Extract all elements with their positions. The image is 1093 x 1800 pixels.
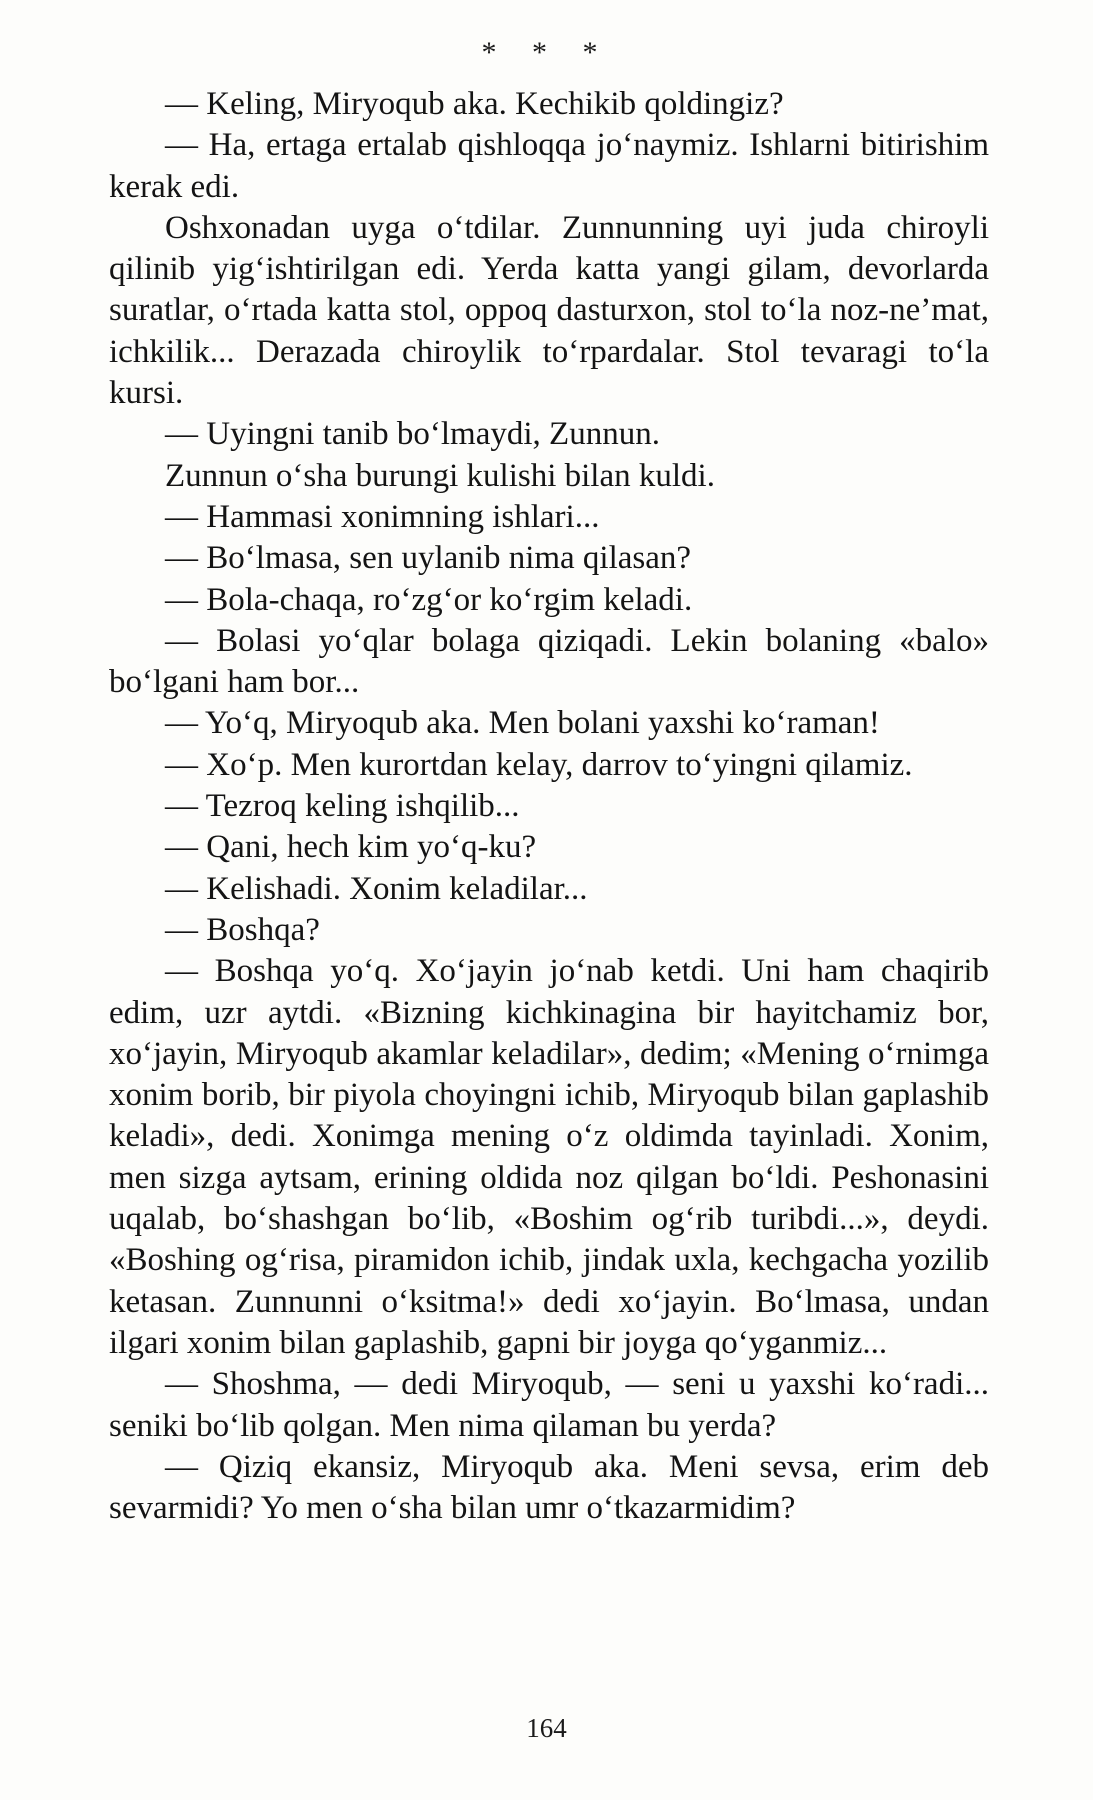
paragraph: Oshxonadan uyga o‘tdilar. Zunnunning uyi juda chiroyli qilinib yig‘ishtirilgan edi. Yerda katta yangi gilam, devorlarda suratlar, o‘rtada katta stol, oppoq dasturxon, stol to‘la noz-ne’mat, ichkilik... Derazada chiroylik to‘rpardalar. Stol tevaragi to‘la kursi. <box>109 209 989 412</box>
paragraph: — Keling, Miryoqub aka. Kechikib qoldingiz? <box>165 86 784 122</box>
paragraph: — Qani, hech kim yo‘q-ku? <box>165 829 537 866</box>
paragraph: — Hammasi xonimning ishlari... <box>165 498 600 535</box>
paragraph: — Kelishadi. Xonim keladilar... <box>165 870 588 907</box>
paragraph: — Uyingni tanib bo‘lmaydi, Zunnun. <box>165 416 660 453</box>
paragraph: — Bolasi yo‘qlar bolaga qiziqadi. Lekin bolaning «balo» bo‘lgani ham bor... <box>109 622 989 701</box>
paragraph: — Ha, ertaga ertalab qishloqqa jo‘naymiz. Ishlarni bitirishim kerak edi. <box>109 127 989 205</box>
paragraph: — Tezroq keling ishqilib... <box>165 788 520 825</box>
body-text <box>109 84 989 1529</box>
page-number: 164 <box>526 1713 567 1743</box>
paragraph: — Qiziq ekansiz, Miryoqub aka. Meni sevsa, erim deb sevarmidi? Yo men o‘sha bilan umr o‘tkazarmidim? <box>109 1448 989 1527</box>
paragraph: — Boshqa yo‘q. Xo‘jayin jo‘nab ketdi. Uni ham chaqirib edim, uzr aytdi. «Bizning kichkinagina bir hayitchamiz bor, xo‘jayin, Miryoqub akamlar keladilar», dedim; «Mening o‘rnimga xonim borib, bir piyola choyingni ichib, Miryoqub bilan gaplashib keladi», dedi. Xonimga mening o‘z oldimda tayinladi. Xonim, men sizga aytsam, erining oldida noz qilgan bo‘ldi. Peshonasini uqalab, bo‘shashgan bo‘lib, «Boshim og‘rib turibdi...», deydi. «Boshing og‘risa, piramidon ichib, jindak uxla, kechgacha yozilib ketasan. Zunnunni o‘ksitma!» dedi xo‘jayin. Bo‘lmasa, undan ilgari xonim bilan gaplashib, gapni bir joyga qo‘yganmiz... <box>109 953 989 1361</box>
paragraph: Zunnun o‘sha burungi kulishi bilan kuldi. <box>165 457 715 494</box>
section-ornament: * * * <box>481 36 612 69</box>
paragraph: — Bola-chaqa, ro‘zg‘or ko‘rgim keladi. <box>165 581 693 618</box>
paragraph: — Boshqa? <box>165 911 320 948</box>
paragraph: — Bo‘lmasa, sen uylanib nima qilasan? <box>165 540 692 577</box>
paragraph: — Xo‘p. Men kurortdan kelay, darrov to‘yingni qilamiz. <box>165 746 913 783</box>
paragraph: — Yo‘q, Miryoqub aka. Men bolani yaxshi ko‘raman! <box>165 705 880 742</box>
paragraph: — Shoshma, — dedi Miryoqub, — seni u yaxshi ko‘radi... seniki bo‘lib qolgan. Men nima qilaman bu yerda? <box>109 1366 989 1444</box>
